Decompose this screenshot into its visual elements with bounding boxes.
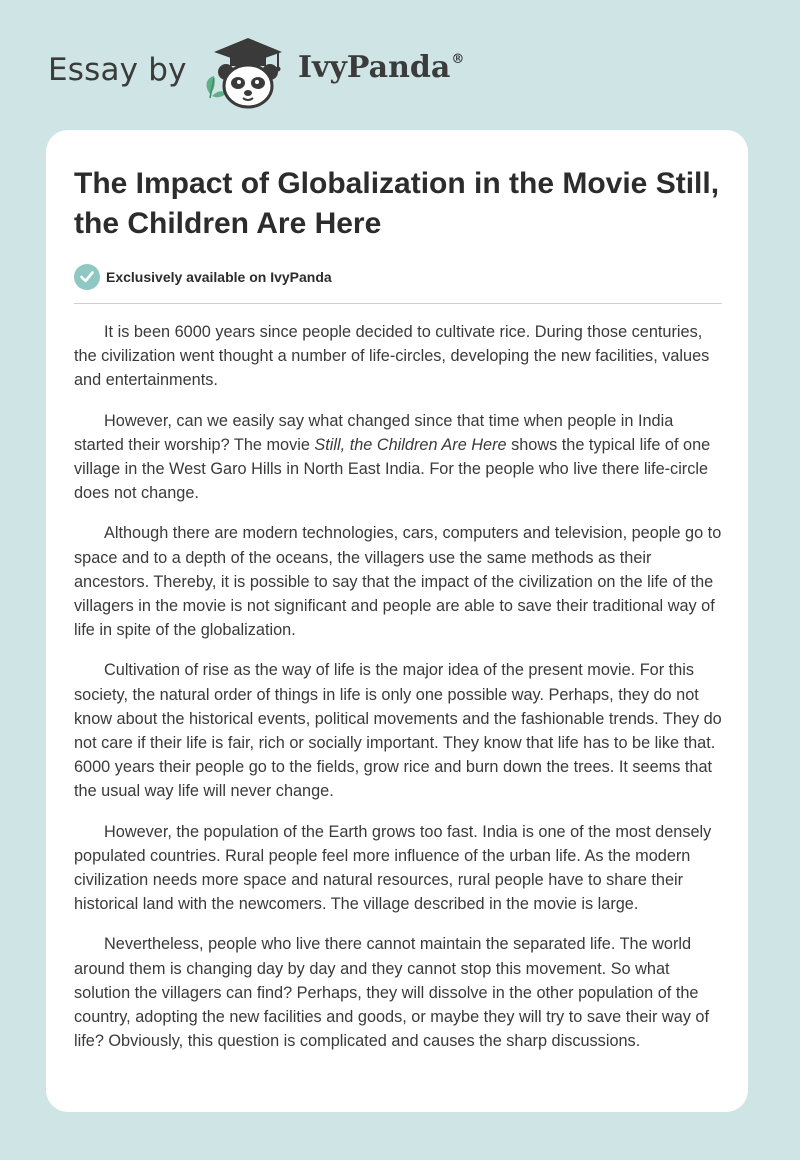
brand-name-text: IvyPanda bbox=[298, 50, 451, 85]
registered-mark: ® bbox=[451, 52, 465, 67]
essay-card bbox=[46, 130, 748, 1112]
brand-name[interactable] bbox=[298, 50, 464, 85]
essay-by-label: Essay by bbox=[48, 52, 187, 88]
essay-body bbox=[74, 320, 722, 1069]
essay-paragraph: However, can we easily say what changed since that time when people in India started their worship? The movie Still, the Children Are Here shows the typical life of one village in the West Garo Hills in North East India. For the people who live there life-circle does not change. bbox=[74, 411, 711, 503]
panda-graduation-cap-icon bbox=[200, 34, 290, 110]
essay-paragraph: Cultivation of rise as the way of life is the major idea of the present movie. For this society, the natural order of things in life is only one possible way. Perhaps, they do not know about the historical events, political movements and the fashionable trends. They do not care if their life is fair, rich or socially important. They know that life has to be like that. 6000 years their people go to the fields, grow rice and burn down the trees. It seems that the usual way life will never change. bbox=[74, 661, 722, 801]
check-circle-icon bbox=[74, 264, 100, 290]
site-header bbox=[48, 30, 568, 110]
essay-paragraph: It is been 6000 years since people decided to cultivate rice. During those centuries, the civilization went thought a number of life-circles, developing the new facilities, values and entertainments. bbox=[74, 323, 710, 390]
essay-paragraph: However, the population of the Earth grows too fast. India is one of the most densely populated countries. Rural people feel more influence of the urban life. As the modern civilization needs more space and natural resources, rural people have to share their historical land with the newcomers. The village described in the movie is large. bbox=[74, 822, 712, 914]
divider bbox=[74, 303, 722, 304]
essay-title: The Impact of Globalization in the Movie Still, the Children Are Here bbox=[74, 167, 720, 240]
essay-paragraph: Nevertheless, people who live there cannot maintain the separated life. The world around them is changing day by day and they cannot stop this movement. So what solution the villagers can find? Perhaps, they will dissolve in the other population of the country, adopting the new facilities and goods, or maybe they will try to save their way of life? Obviously, this question is complicated and causes the sharp discussions. bbox=[74, 935, 709, 1051]
movie-title: Still, the Children Are Here bbox=[314, 435, 507, 454]
exclusive-label: Exclusively available on IvyPanda bbox=[106, 269, 332, 285]
essay-paragraph: Although there are modern technologies, cars, computers and television, people go to space and to a depth of the oceans, the villagers use the same methods as their ancestors. Thereby, it is possible to say that the impact of the civilization on the life of the villagers in the movie is not significant and people are able to save their traditional way of life in spite of the globalization. bbox=[74, 524, 722, 640]
